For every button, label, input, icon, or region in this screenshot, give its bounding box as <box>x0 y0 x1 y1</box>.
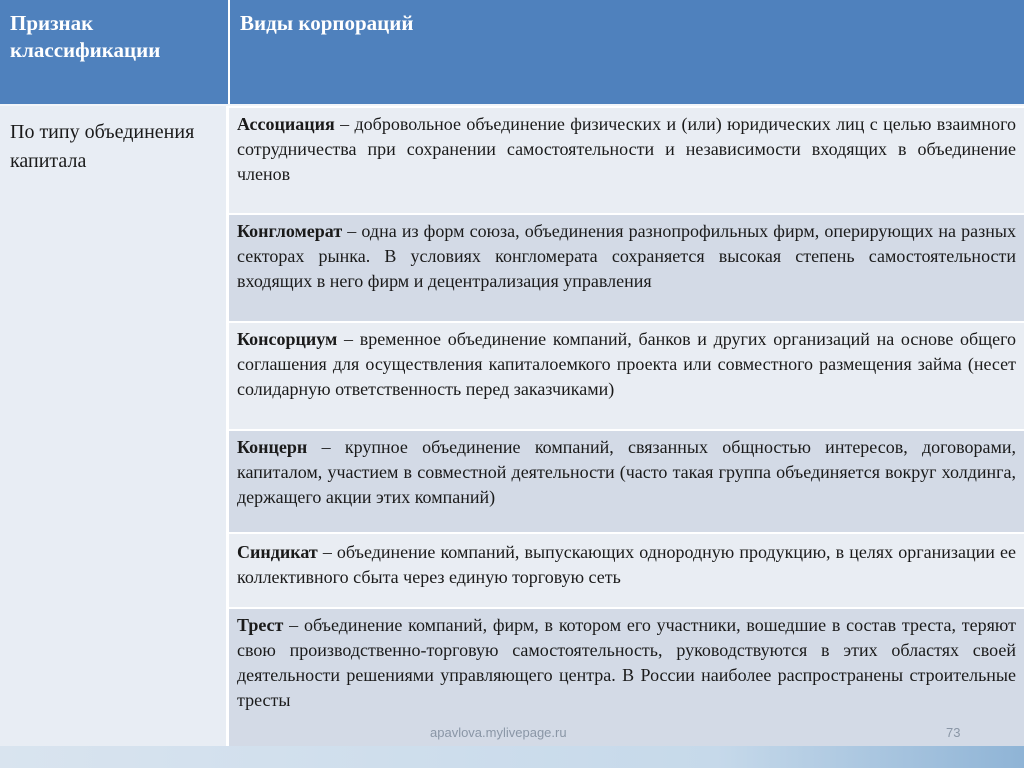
table-row-conglomerate <box>229 213 1024 321</box>
term-syndicate: Синдикат <box>237 542 318 562</box>
footer-site-url: apavlova.mylivepage.ru <box>430 725 567 740</box>
table-row-trust <box>229 607 1024 746</box>
header-classification: Признак классификации <box>10 11 161 62</box>
definition-concern: – крупное объединение компаний, связанных общностью интересов, договорами, капиталом, участием в совместной деятельности (часто такая группа объединяется вокруг холдинга, держащего акции этих компаний) <box>237 437 1016 507</box>
table-row-association <box>229 106 1024 213</box>
definition-conglomerate: – одна из форм союза, объединения разнопрофильных фирм, оперирующих на разных секторах рынка. В условиях конгломерата сохраняется высокая степень самостоятельности входящих в него фирм и децентрализация управления <box>237 221 1016 291</box>
definition-syndicate: – объединение компаний, выпускающих однородную продукцию, в целях организации ее коллективного сбыта через единую торговую сеть <box>237 542 1016 587</box>
classification-cell <box>0 106 229 746</box>
term-concern: Концерн <box>237 437 308 457</box>
term-trust: Трест <box>237 615 284 635</box>
classification-label: По типу объединения капитала <box>10 121 195 172</box>
term-conglomerate: Конгломерат <box>237 221 343 241</box>
table-row-concern <box>229 429 1024 532</box>
term-association: Ассоциация <box>237 114 335 134</box>
table-row-syndicate <box>229 532 1024 607</box>
table-row-consortium <box>229 321 1024 429</box>
term-consortium: Консорциум <box>237 329 338 349</box>
definition-consortium: – временное объединение компаний, банков и других организаций на основе общего соглашения для осуществления капиталоемкого проекта или совместного размещения займа (несет солидарную ответственность перед заказчиками) <box>237 329 1016 399</box>
table-header <box>0 0 1024 104</box>
header-corporation-types: Виды корпораций <box>228 0 1024 104</box>
bottom-decor-strip <box>0 746 1024 768</box>
definition-trust: – объединение компаний, фирм, в котором его участники, вошедшие в состав треста, теряют свою производственно-торговую самостоятельность, руководствуются в этих областях своей деятельности решениями управляющего центра. В России наиболее распространены строительные тресты <box>237 615 1016 710</box>
definition-association: – добровольное объединение физических и (или) юридических лиц с целью взаимного сотрудничества при сохранении самостоятельности и независимости входящих в объединение членов <box>237 114 1016 184</box>
slide-number: 73 <box>946 725 961 740</box>
